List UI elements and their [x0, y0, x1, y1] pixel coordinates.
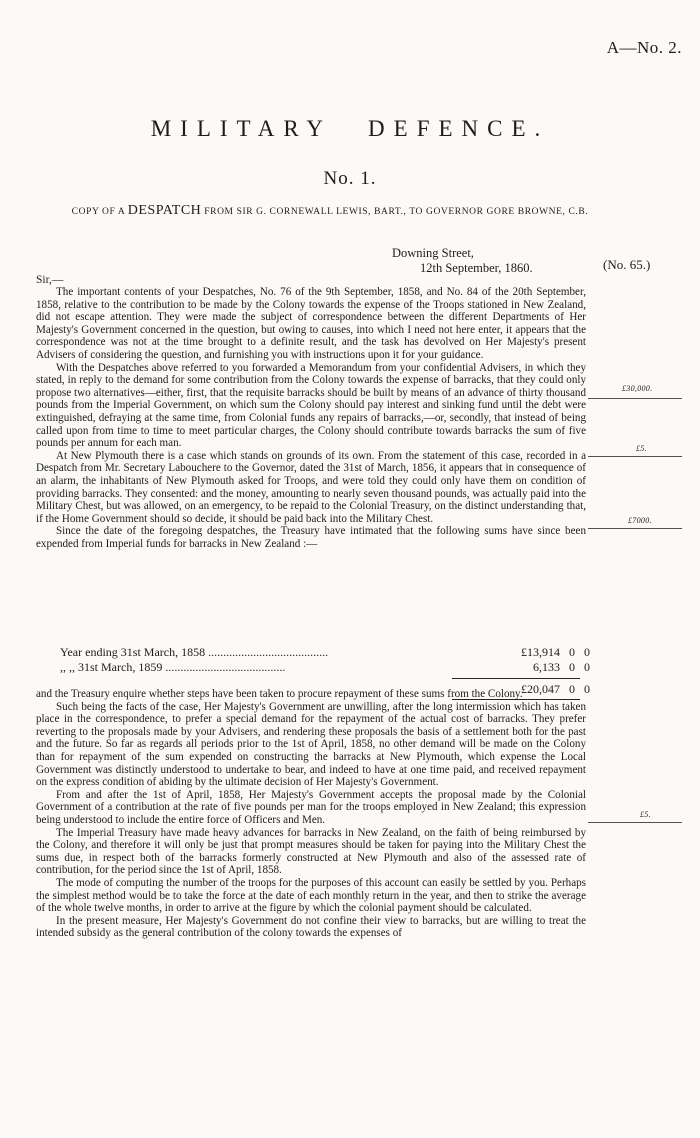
- ledger-row-label: ,, ,, 31st March, 1859 ........................................: [60, 660, 286, 674]
- margin-note: £5.: [636, 444, 647, 453]
- paragraph: The important contents of your Despatches, No. 76 of the 9th September, 1858, and No. 84 of the 20th September, 1858, relative to the contribution to be made by the Colony towards the expense of the Troops stationed in New Zealand, did not escape attention. They were made the subject of correspondence between the different Departments of Her Majesty's Government concerned in the question, but owing to causes, into which I need not here enter, it appears that the correspondence was not at the time brought to a definite result, and the task has devolved on Her Majesty's present Advisers of considering the question, and furnishing you with instructions upon it for your guidance.: [36, 286, 586, 361]
- paragraph: From and after the 1st of April, 1858, Her Majesty's Government accepts the proposal made by the Colonial Government of a contribution at the rate of five pounds per man for the troops employed in New Zealand; this expression being understood to include the entire force of Officers and Men.: [36, 788, 586, 826]
- paragraph: Such being the facts of the case, Her Majesty's Government are unwilling, after the long intermission which has taken place in the correspondence, to prefer a special demand for the repayment of the actual cost of barracks. They prefer reverting to the proposals made by your Advisers, and rendering these proposals the basis of a settlement both for the past and the future. So far as regards all periods prior to the 1st of April, 1858, no other demand will be made on the Colony than for repayment of the sum expended on constructing the barracks at New Plymouth, which expense the Local Government was distinctly understood to undertake to bear, and indeed to have at one time paid, and received repayment on the express condition of abiding by the ultimate decision of Her Majesty's Government.: [36, 700, 586, 789]
- margin-note: £5.: [640, 810, 651, 819]
- subtitle-rest: FROM SIR G. CORNEWALL LEWIS, BART., TO GOVERNOR GORE BROWNE, C.B.: [204, 207, 589, 217]
- margin-note-line: [588, 398, 682, 399]
- ledger-row-label: Year ending 31st March, 1858 ........................................: [60, 645, 329, 659]
- subtitle-prefix: COPY OF A: [71, 207, 125, 217]
- subtitle-despatch: DESPATCH: [127, 203, 202, 218]
- salutation: Sir,—: [36, 274, 64, 286]
- dateline-place: Downing Street,: [392, 246, 474, 260]
- margin-note: £30,000.: [622, 384, 653, 393]
- title-word-military: MILITARY: [150, 116, 333, 141]
- margin-note-line: [588, 456, 682, 457]
- paragraph: At New Plymouth there is a case which stands on grounds of its own. From the statement of this case, recorded in a Despatch from Mr. Secretary Labouchere to the Governor, dated the 31st of March, 1856, it appears that in consequence of an alarm, the inhabitants of New Plymouth asked for Troops, and were told they could only have them on condition of providing barracks. They consented: and the money, amounting to nearly seven thousand pounds, was actually paid into the Military Chest, but was allowed, on an emergency, to be repaid to the Colonial Treasury, on the distinct understanding that, if the Home Government should so decide, it should be paid back into the Military Chest.: [36, 449, 586, 525]
- ledger-total-amount: £20,047 0 0: [521, 682, 590, 696]
- body-text-top: [36, 286, 586, 550]
- ledger-row-amount: 6,133 0 0: [533, 660, 590, 674]
- paragraph: In the present measure, Her Majesty's Government do not confine their view to barracks, but are willing to treat the intended subsidy as the general contribution of the colony towards the expenses of: [36, 914, 586, 940]
- ledger-row: [60, 645, 590, 661]
- paragraph: Since the date of the foregoing despatches, the Treasury have intimated that the following sums have since been expended from Imperial funds for barracks in New Zealand :—: [36, 525, 586, 550]
- ledger-row: [60, 660, 590, 676]
- ledger-rule: [452, 678, 580, 679]
- dateline: [392, 246, 533, 276]
- paragraph: The mode of computing the number of the troops for the purposes of this account can easily be settled by you. Perhaps the simplest method would be to take the force at the date of each monthly return in the year, and then to strike the average of the whole twelve months, in order to arrive at the figure by which the colonial payment should be calculated.: [36, 876, 586, 915]
- paragraph: With the Despatches above referred to you forwarded a Memorandum from your confidential Advisers, in which they stated, in reply to the demand for some contribution from the Colony towards the expense of barracks, that they could only propose two alternatives—either, first, that the requisite barracks should be built by means of an advance of thirty thousand pounds from the Imperial Government, on which sum the Colony should pay interest and sinking fund until the debt were extinguished, defraying at the same time, from Colonial funds any repairs of barracks,—or, secondly, that instead of being called upon from time to time to meet particular charges, the Colony should contribute towards barracks the sum of five pounds per annum for each man.: [36, 361, 586, 450]
- title-word-defence: DEFENCE.: [368, 116, 550, 141]
- document-title: [0, 116, 700, 142]
- despatch-subtitle: [40, 203, 620, 220]
- despatch-number: No. 1.: [323, 168, 377, 189]
- margin-note-line: [588, 528, 682, 529]
- ledger-row-amount: £13,914 0 0: [521, 645, 590, 659]
- document-reference: A—No. 2.: [606, 38, 682, 57]
- margin-note-line: [588, 822, 682, 823]
- paragraph: and the Treasury enquire whether steps have been taken to procure repayment of these sums from the Colony.: [36, 688, 523, 700]
- dateline-date: 12th September, 1860.: [420, 261, 533, 275]
- paragraph: The Imperial Treasury have made heavy advances for barracks in New Zealand, on the faith of being reimbursed by the Colony, and therefore it will only be just that prompt measures should be taken for paying into the Military Chest the sums due, in respect both of the barracks formerly constructed at New Plymouth and also of the assessed rate of contribution, for the period since the 1st of April, 1858.: [36, 826, 586, 877]
- margin-despatch-number: (No. 65.): [603, 257, 651, 272]
- margin-note: £7000.: [628, 516, 652, 525]
- body-text-bottom: [36, 688, 586, 940]
